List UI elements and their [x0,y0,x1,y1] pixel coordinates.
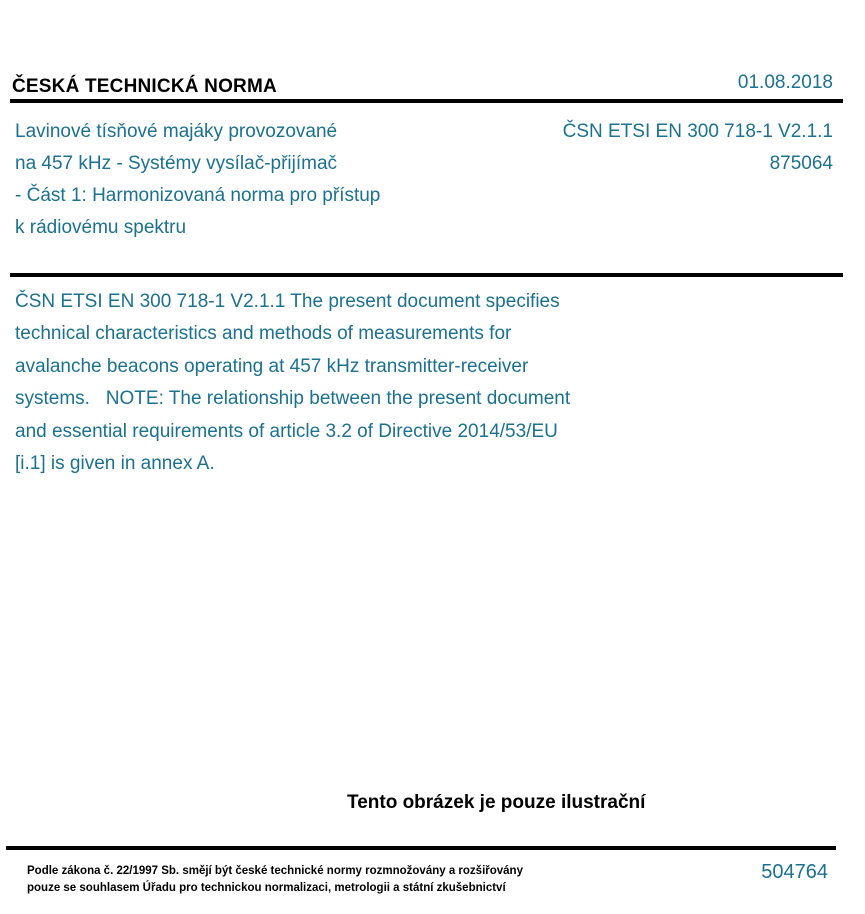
title-line: Lavinové tísňové majáky provozované [15,121,338,142]
abstract-line: and essential requirements of article 3.2 of Directive 2014/53/EU [15,420,558,442]
header-divider [10,99,843,103]
abstract-line: technical characteristics and methods of measurements for [15,323,512,345]
standard-code: ČSN ETSI EN 300 718-1 V2.1.1 [562,121,833,142]
legal-notice [27,863,523,897]
abstract [15,286,655,480]
illustration-note: Tento obrázek je pouze ilustrační [347,792,646,813]
publication-date: 01.08.2018 [737,72,833,93]
document-number: 504764 [761,861,828,883]
title-divider [10,273,843,277]
title-line: - Část 1: Harmonizovaná norma pro přístup [15,185,381,206]
abstract-line: systems. NOTE: The relationship between the present document [15,388,571,410]
abstract-line: [i.1] is given in annex A. [15,453,215,475]
abstract-line: avalanche beacons operating at 457 kHz transmitter-receiver [15,355,529,377]
abstract-line: ČSN ETSI EN 300 718-1 V2.1.1 The present document specifies [15,291,560,312]
title-line: na 457 kHz - Systémy vysílač-přijímač [15,153,338,174]
standard-identifier [563,116,833,180]
title-line: k rádiovému spektru [15,217,187,238]
catalog-number: 875064 [769,153,833,174]
norm-heading: ČESKÁ TECHNICKÁ NORMA [12,76,277,97]
footer-divider [6,846,836,850]
norm-title [15,116,455,244]
legal-line: pouze se souhlasem Úřadu pro technickou normalizaci, metrologii a státní zkušebnictví [27,882,506,894]
legal-line: Podle zákona č. 22/1997 Sb. smějí být české technické normy rozmnožovány a rozšiřovány [27,865,523,877]
